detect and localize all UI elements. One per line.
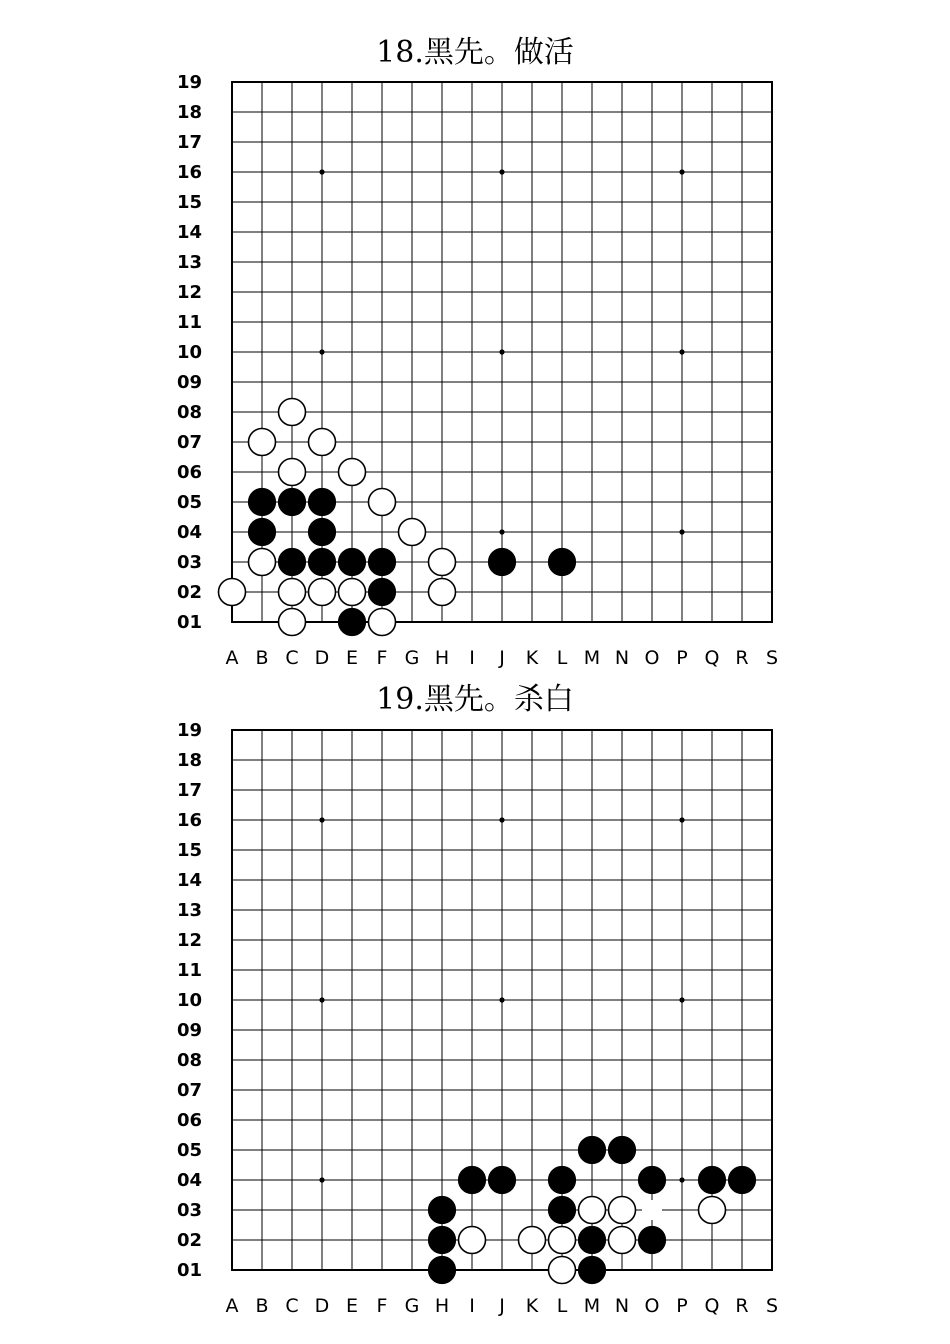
column-label: P <box>676 647 688 669</box>
row-label: 14 <box>176 222 202 243</box>
star-point <box>319 817 324 822</box>
column-label: P <box>676 1295 688 1317</box>
column-label: R <box>735 647 749 669</box>
column-label: S <box>765 647 779 669</box>
black-stone-H03[interactable] <box>429 1197 456 1224</box>
row-label: 15 <box>176 192 202 213</box>
column-label: F <box>376 1295 388 1317</box>
black-stone-J04[interactable] <box>489 1167 516 1194</box>
column-label: C <box>285 647 299 669</box>
column-label: O <box>644 1295 660 1317</box>
black-stone-I04[interactable] <box>459 1167 486 1194</box>
black-stone-H01[interactable] <box>429 1257 456 1284</box>
row-label: 16 <box>176 162 202 183</box>
row-label: 11 <box>176 312 202 333</box>
black-stone-M02[interactable] <box>579 1227 606 1254</box>
row-label: 05 <box>176 1140 202 1161</box>
row-label: 11 <box>176 960 202 981</box>
erased-point <box>642 1200 662 1220</box>
row-label: 16 <box>176 810 202 831</box>
column-label: M <box>583 1295 601 1317</box>
column-label: R <box>735 1295 749 1317</box>
white-stone-N02[interactable] <box>609 1227 636 1254</box>
row-label: 02 <box>176 582 202 603</box>
problem-18-title: 18.黑先。做活 <box>376 35 574 70</box>
white-stone-M03[interactable] <box>579 1197 606 1224</box>
row-label: 17 <box>176 132 202 153</box>
row-label: 13 <box>176 252 202 273</box>
black-stone-R04[interactable] <box>729 1167 756 1194</box>
column-label: A <box>225 1295 239 1317</box>
black-stone-H02[interactable] <box>429 1227 456 1254</box>
column-label: I <box>469 1295 475 1317</box>
column-label: G <box>404 647 420 669</box>
column-label: K <box>525 1295 539 1317</box>
column-label: H <box>434 647 450 669</box>
row-label: 07 <box>176 432 202 453</box>
black-stone-L04[interactable] <box>549 1167 576 1194</box>
row-label: 14 <box>176 870 202 891</box>
row-label: 19 <box>176 720 202 741</box>
white-stone-I02[interactable] <box>459 1227 486 1254</box>
row-label: 19 <box>176 72 202 93</box>
white-stone-N03[interactable] <box>609 1197 636 1224</box>
row-label: 09 <box>176 372 202 393</box>
star-point <box>679 817 684 822</box>
column-label: J <box>499 647 505 669</box>
column-label: N <box>614 1295 630 1317</box>
column-label: L <box>556 647 568 669</box>
white-stone-L01[interactable] <box>549 1257 576 1284</box>
column-label: B <box>255 647 269 669</box>
row-label: 13 <box>176 900 202 921</box>
row-label: 04 <box>176 522 202 543</box>
row-label: 06 <box>176 462 202 483</box>
column-label: H <box>434 1295 450 1317</box>
row-label: 18 <box>176 750 202 771</box>
column-label: E <box>345 1295 359 1317</box>
column-label: F <box>376 647 388 669</box>
white-stone-L02[interactable] <box>549 1227 576 1254</box>
column-label: D <box>314 647 330 669</box>
row-label: 08 <box>176 1050 202 1071</box>
black-stone-O02[interactable] <box>639 1227 666 1254</box>
star-point <box>679 997 684 1002</box>
column-label: D <box>314 1295 330 1317</box>
column-label: K <box>525 647 539 669</box>
column-label: I <box>469 647 475 669</box>
row-label: 09 <box>176 1020 202 1041</box>
black-stone-Q04[interactable] <box>699 1167 726 1194</box>
problem-19-title: 19.黑先。杀白 <box>376 682 574 717</box>
column-label: E <box>345 647 359 669</box>
row-label: 10 <box>176 342 202 363</box>
star-point <box>499 997 504 1002</box>
black-stone-M01[interactable] <box>579 1257 606 1284</box>
black-stone-M05[interactable] <box>579 1137 606 1164</box>
column-label: G <box>404 1295 420 1317</box>
column-label: N <box>614 647 630 669</box>
column-label: S <box>765 1295 779 1317</box>
white-stone-Q03[interactable] <box>699 1197 726 1224</box>
row-label: 10 <box>176 990 202 1011</box>
row-label: 01 <box>176 612 202 633</box>
row-label: 02 <box>176 1230 202 1251</box>
star-point <box>319 997 324 1002</box>
row-label: 04 <box>176 1170 202 1191</box>
row-label: 12 <box>176 930 202 951</box>
row-label: 12 <box>176 282 202 303</box>
white-stone-K02[interactable] <box>519 1227 546 1254</box>
row-label: 18 <box>176 102 202 123</box>
row-label: 17 <box>176 780 202 801</box>
column-label: A <box>225 647 239 669</box>
row-label: 03 <box>176 552 202 573</box>
row-label: 15 <box>176 840 202 861</box>
star-point <box>319 1177 324 1182</box>
black-stone-O04[interactable] <box>639 1167 666 1194</box>
row-label: 07 <box>176 1080 202 1101</box>
column-label: M <box>583 647 601 669</box>
column-label: C <box>285 1295 299 1317</box>
star-point <box>679 1177 684 1182</box>
black-stone-N05[interactable] <box>609 1137 636 1164</box>
column-label: B <box>255 1295 269 1317</box>
column-label: J <box>499 1295 505 1317</box>
row-label: 01 <box>176 1260 202 1281</box>
column-label: L <box>556 1295 568 1317</box>
row-label: 05 <box>176 492 202 513</box>
column-label: Q <box>704 1295 720 1317</box>
star-point <box>499 817 504 822</box>
black-stone-L03[interactable] <box>549 1197 576 1224</box>
row-label: 06 <box>176 1110 202 1131</box>
column-label: Q <box>704 647 720 669</box>
row-label: 03 <box>176 1200 202 1221</box>
row-label: 08 <box>176 402 202 423</box>
column-label: O <box>644 647 660 669</box>
